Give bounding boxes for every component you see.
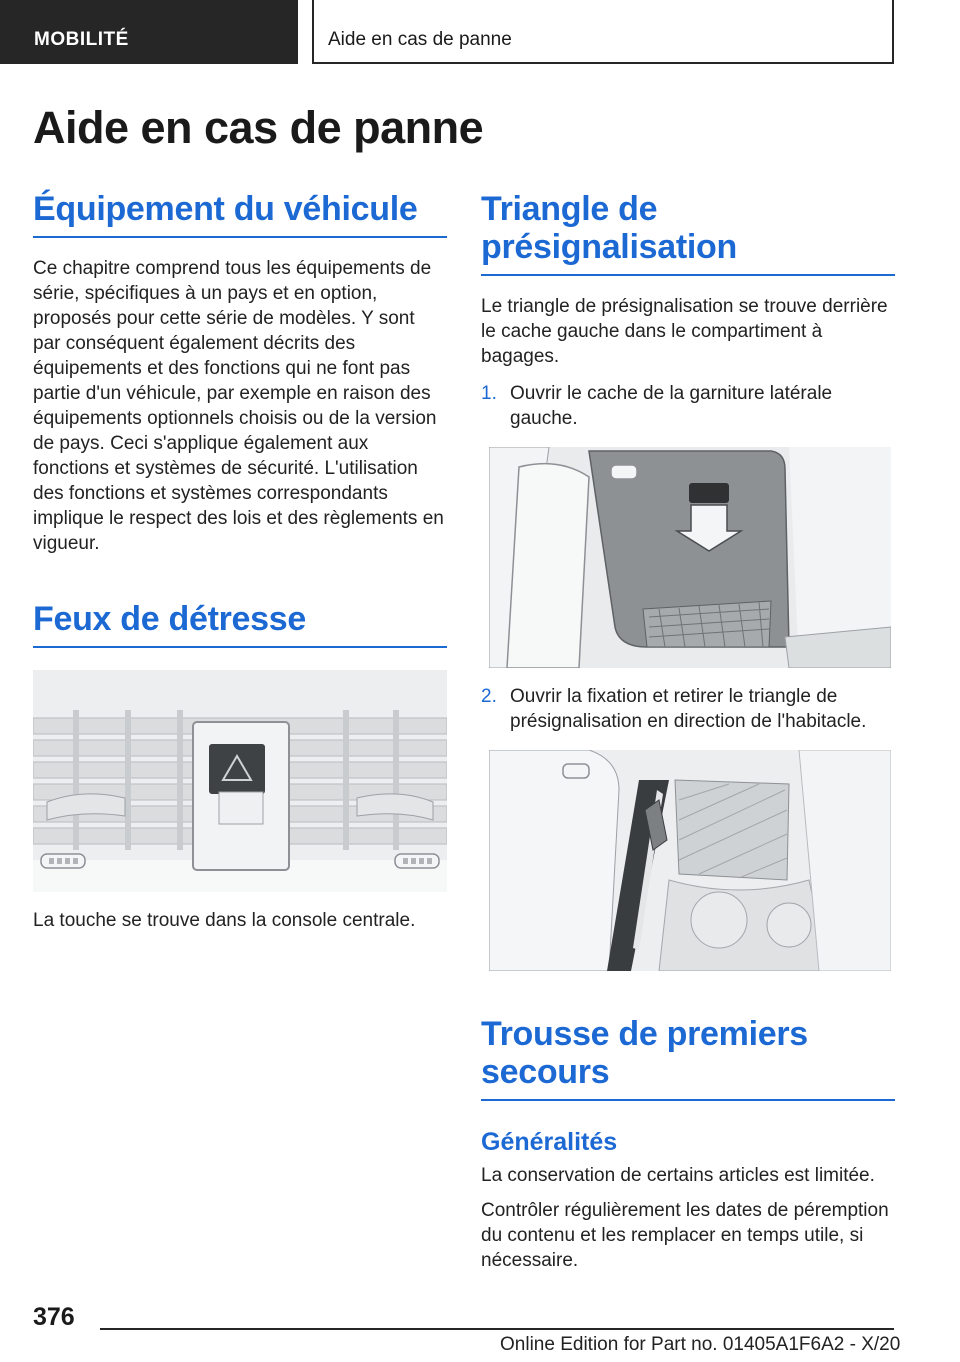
trim-cover-image	[489, 447, 891, 668]
footer-divider	[100, 1328, 894, 1330]
hazard-heading: Feux de détresse	[33, 600, 447, 648]
triangle-paragraph: Le triangle de présignalisation se trouve derrière le cache gauche dans le compartiment à bagages.	[481, 296, 888, 367]
header-section-label: MOBILITÉ	[34, 29, 129, 50]
footer-edition: Online Edition for Part no. 01405A1F6A2 - X/20	[500, 1334, 901, 1355]
triangle-heading: Triangle de présignalisation	[481, 190, 895, 276]
general-paragraph-2: Contrôler régulièrement les dates de péremption du contenu et les remplacer en temps utile, si nécessaire.	[481, 1200, 889, 1271]
general-paragraph-1: La conservation de certains articles est limitée.	[481, 1165, 875, 1186]
triangle-steps	[481, 381, 895, 431]
step-text: Ouvrir la fixation et retirer le triangle de présignalisation en direction de l'habitacle.	[510, 686, 867, 732]
equipment-heading: Équipement du véhicule	[33, 190, 447, 238]
header-chapter-label: Aide en cas de panne	[328, 29, 512, 50]
first-aid-heading: Trousse de premiers secours	[481, 1015, 895, 1101]
step-number: 1.	[481, 383, 497, 404]
step-item	[481, 381, 895, 431]
triangle-removal-image	[489, 750, 891, 971]
header-section-tab	[0, 0, 298, 64]
step-item	[481, 684, 895, 734]
step-text: Ouvrir le cache de la garniture latérale gauche.	[510, 383, 833, 429]
header-chapter-tab	[312, 0, 894, 64]
triangle-steps-continued	[481, 684, 895, 734]
right-column	[481, 190, 895, 1273]
equipment-paragraph: Ce chapitre comprend tous les équipements de série, spécifiques à un pays et en option, proposés pour cette série de modèles. Y sont par conséquent également décrits des équipements et des fonctions qui ne font pas partie d'un véhicule, par exemple en raison des équipements optionnels choisis ou de la version de pays. Ceci s'applique également aux fonctions et systèmes de sécurité. L'utilisation des fonctions et systèmes correspondants implique le respect des lois et des règlements en vigueur.	[33, 258, 444, 554]
general-heading: Généralités	[481, 1128, 618, 1156]
page-title: Aide en cas de panne	[33, 102, 484, 153]
hazard-switch-image	[33, 670, 447, 892]
step-number: 2.	[481, 686, 497, 707]
page-number: 376	[33, 1303, 75, 1331]
left-column	[33, 190, 447, 933]
hazard-paragraph: La touche se trouve dans la console centrale.	[33, 910, 416, 931]
